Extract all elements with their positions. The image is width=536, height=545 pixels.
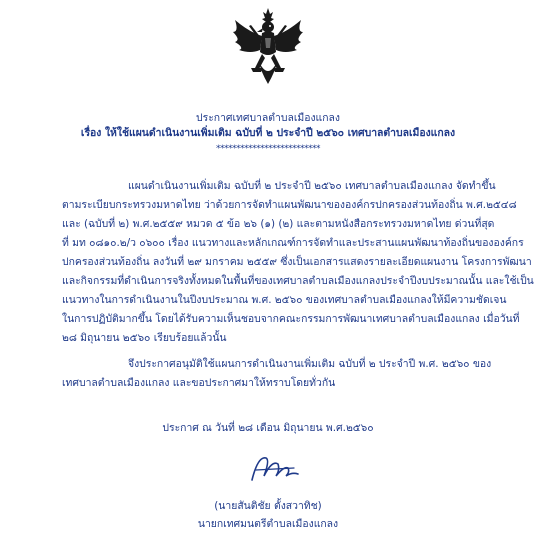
announcement-title: ประกาศเทศบาลตำบลเมืองแกลง (196, 112, 340, 124)
paragraph-1-line-4: ที่ มท ๐๘๑๐.๒/ว ๐๖๐๐ เรื่อง แนวทางและหลักเกณฑ์การจัดทำและประสานแผนพัฒนาท้องถิ่นขององค์กร (62, 237, 524, 249)
paragraph-1-line-8: ในการปฏิบัติมากขึ้น โดยได้รับความเห็นชอบจากคณะกรรมการพัฒนาเทศบาลตำบลเมืองแกลง เมื่อวันที่ (62, 313, 520, 325)
paragraph-2-line-1: จึงประกาศอนุมัติใช้แผนการดำเนินงานเพิ่มเติม ฉบับที่ ๒ ประจำปี พ.ศ. ๒๕๖๐ ของ (128, 358, 492, 370)
announcement-date: ประกาศ ณ วันที่ ๒๘ เดือน มิถุนายน พ.ศ.๒๕๖๐ (162, 422, 374, 434)
paragraph-2-line-2: เทศบาลตำบลเมืองแกลง และขอประกาศมาให้ทราบโดยทั่วกัน (62, 377, 336, 389)
paragraph-1-line-1: แผนดำเนินงานเพิ่มเติม ฉบับที่ ๒ ประจำปี ๒๕๖๐ เทศบาลตำบลเมืองแกลง จัดทำขึ้น (128, 180, 496, 192)
paragraph-1-line-5: ปกครองส่วนท้องถิ่น ลงวันที่ ๒๙ มกราคม ๒๕๕๙ ซึ่งเป็นเอกสารแสดงรายละเอียดแผนงาน โครงการพัฒนา (62, 256, 532, 268)
announcement-subject: เรื่อง ให้ใช้แผนดำเนินงานเพิ่มเติม ฉบับที่ ๒ ประจำปี ๒๕๖๐ เทศบาลตำบลเมืองแกลง (80, 127, 456, 139)
garuda-emblem-icon (229, 6, 307, 88)
paragraph-1-line-9: ๒๘ มิถุนายน ๒๕๖๐ เรียบร้อยแล้วนั้น (62, 332, 227, 344)
paragraph-1-line-3: และ (ฉบับที่ ๒) พ.ศ.๒๕๕๙ หมวด ๕ ข้อ ๒๖ (๑) (๒) และตามหนังสือกระทรวงมหาดไทย ด่วนที่สุด (62, 218, 495, 230)
signature-image (248, 450, 302, 486)
paragraph-1-line-7: แนวทางในการดำเนินงานในปีงบประมาณ พ.ศ. ๒๕๖๐ ของเทศบาลตำบลเมืองแกลงให้มีความชัดเจน (62, 294, 507, 306)
signer-name: (นายสันติชัย ตั้งสวาทิช) (214, 500, 322, 512)
signer-position: นายกเทศมนตรีตำบลเมืองแกลง (197, 518, 339, 530)
paragraph-1-line-2: ตามระเบียบกระทรวงมหาดไทย ว่าด้วยการจัดทำแผนพัฒนาขององค์กรปกครองส่วนท้องถิ่น พ.ศ.๒๕๔๘ (62, 199, 517, 211)
separator-line: ************************** (216, 144, 320, 154)
paragraph-1-line-6: และกิจกรรมที่ดำเนินการจริงทั้งหมดในพื้นที่ของเทศบาลตำบลเมืองแกลงประจำปีงบประมาณนั้น และใช้เป็น (62, 275, 534, 287)
